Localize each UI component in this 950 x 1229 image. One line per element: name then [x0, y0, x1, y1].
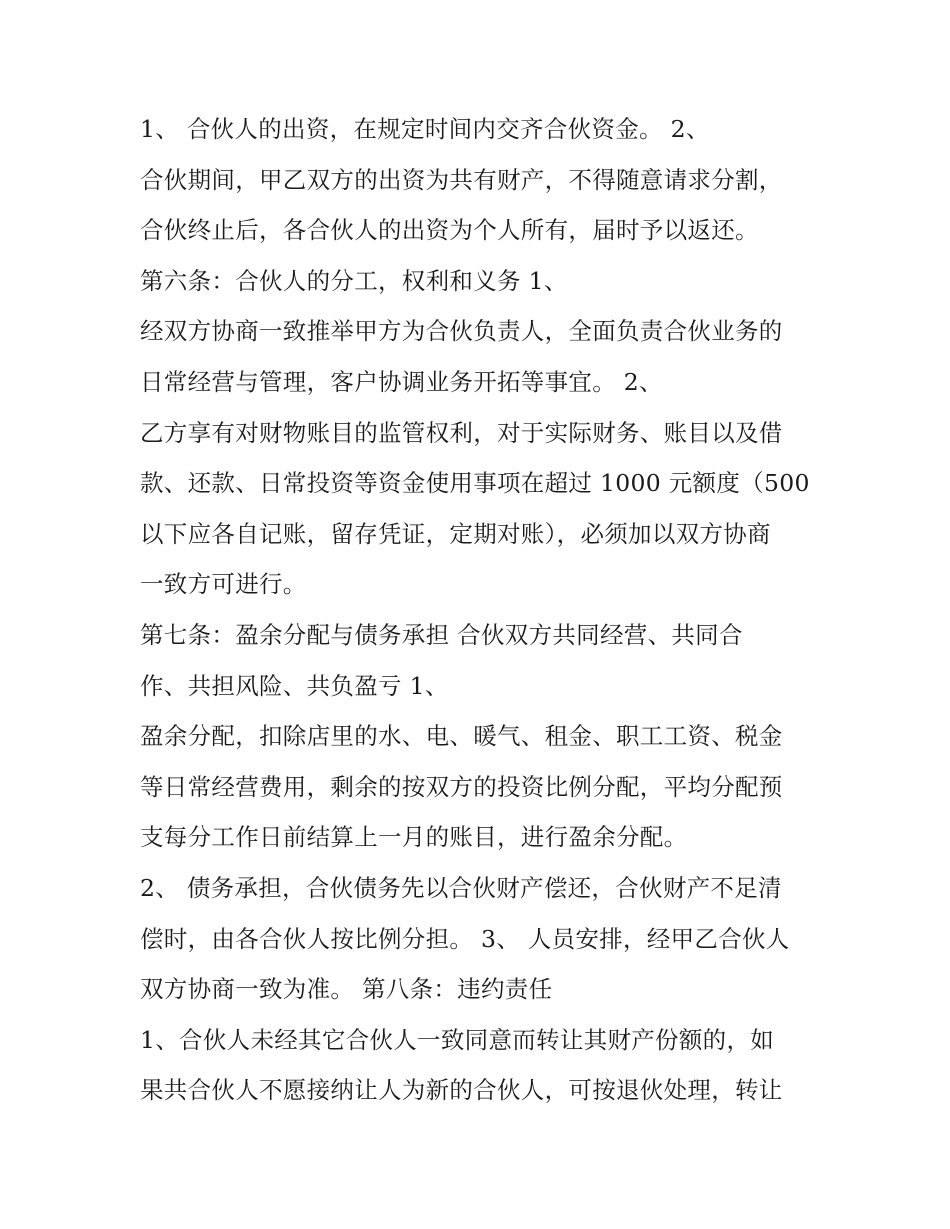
text-line: 日常经营与管理，客户协调业务开拓等事宜。 2、 — [140, 367, 663, 396]
text-line: 2、 债务承担，合伙债务先以合伙财产偿还，合伙财产不足清 — [140, 873, 782, 902]
document-body — [140, 104, 830, 1116]
text-line: 盈余分配，扣除店里的水、电、暖气、租金、职工工资、税金 — [140, 722, 783, 751]
text-line: 款、还款、日常投资等资金使用事项在超过 1000 元额度（500 — [140, 469, 810, 498]
text-line: 果共合伙人不愿接纳让人为新的合伙人，可按退伙处理，转让 — [140, 1076, 783, 1105]
text-line: 合伙终止后，各合伙人的出资为个人所有，届时予以返还。 — [140, 216, 759, 245]
text-line: 支每分工作日前结算上一月的账目，进行盈余分配。 — [140, 823, 688, 852]
text-line: 偿时，由各合伙人按比例分担。 3、 人员安排，经甲乙合伙人 — [140, 924, 790, 953]
text-line: 以下应各自记账，留存凭证，定期对账），必须加以双方协商 — [140, 519, 771, 548]
text-line: 经双方协商一致推举甲方为合伙负责人，全面负责合伙业务的 — [140, 317, 783, 346]
text-line: 乙方享有对财物账目的监管权利，对于实际财务、账目以及借 — [140, 418, 783, 447]
text-line: 等日常经营费用，剩余的按双方的投资比例分配，平均分配预 — [140, 772, 783, 801]
text-line: 1、合伙人未经其它合伙人一致同意而转让其财产份额的，如 — [140, 1025, 775, 1054]
article-8-heading-line: 双方协商一致为准。 第八条：违约责任 — [140, 975, 553, 1004]
text-line: 一致方可进行。 — [140, 570, 307, 599]
text-line: 1、 合伙人的出资，在规定时间内交齐合伙资金。 2、 — [140, 115, 710, 143]
text-line: 作、共担风险、共负盈亏 1、 — [140, 671, 449, 700]
article-6-heading-line: 第六条：合伙人的分工，权利和义务 1、 — [140, 266, 568, 295]
text-line: 合伙期间，甲乙双方的出资为共有财产，不得随意请求分割， — [140, 165, 783, 194]
article-7-heading-line: 第七条：盈余分配与债务承担 合伙双方共同经营、共同合 — [140, 620, 743, 649]
